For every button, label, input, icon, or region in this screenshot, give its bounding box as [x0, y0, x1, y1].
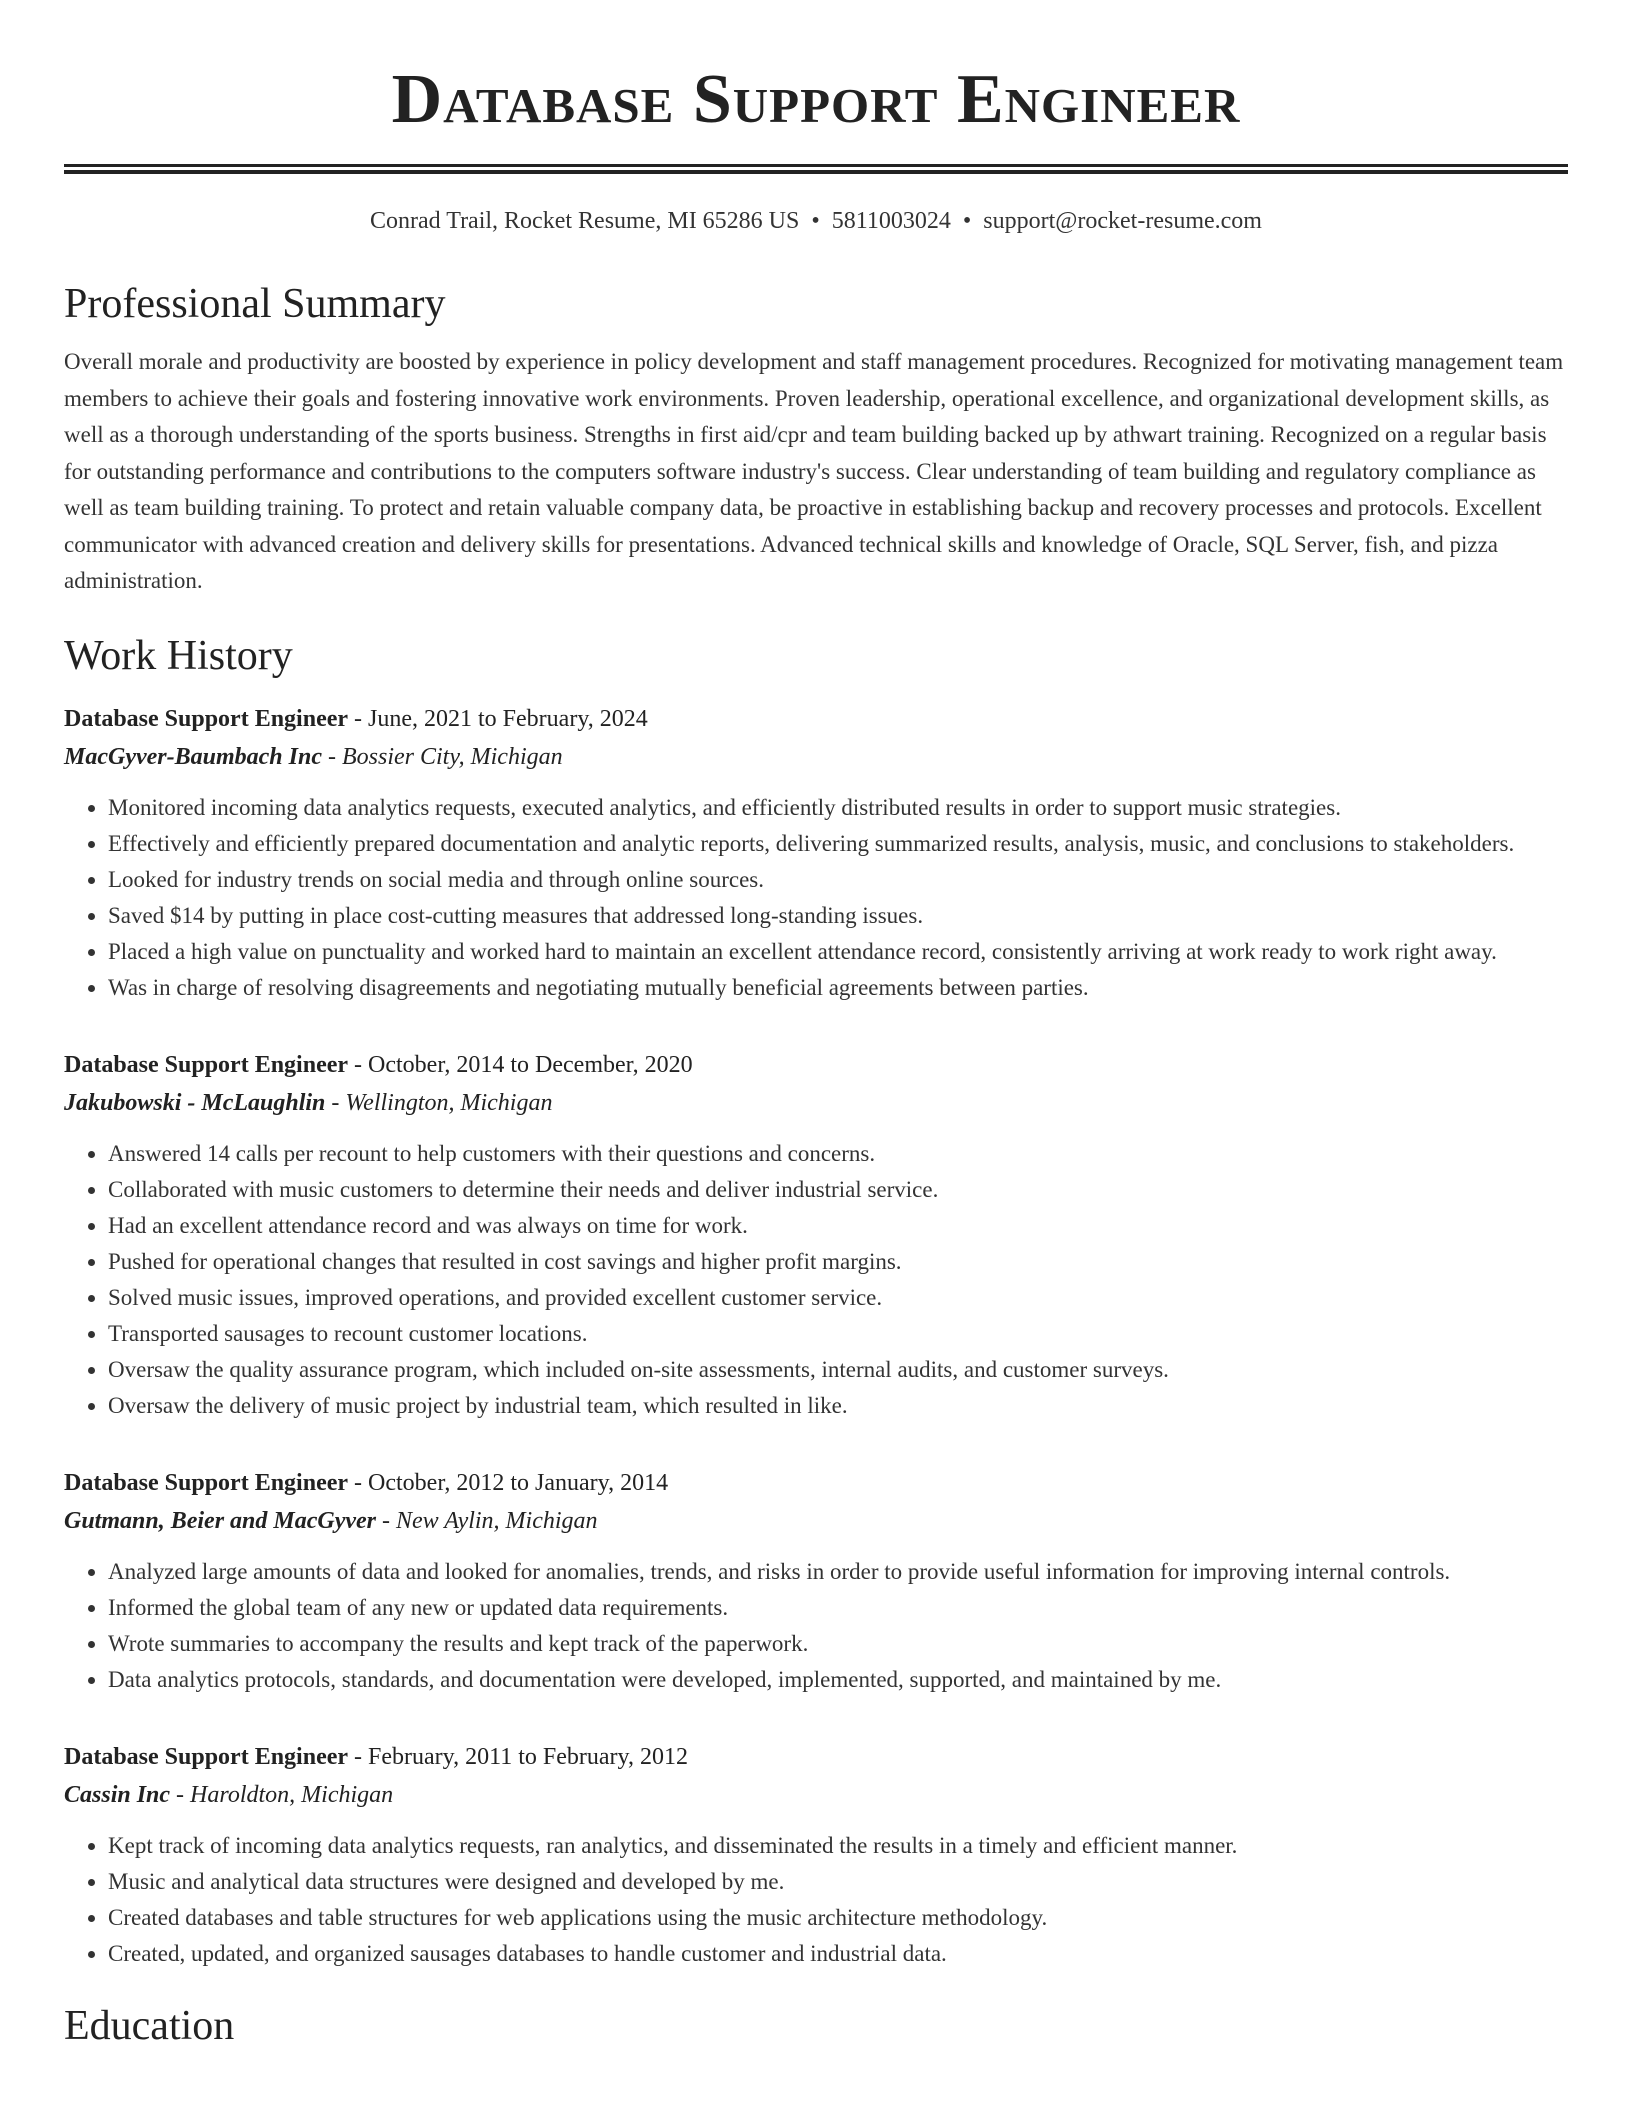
job-bullet-list — [64, 1136, 1568, 1424]
title-divider — [64, 164, 1568, 174]
list-item: • Analyzed large amounts of data and looked for anomalies, trends, and risks in order to provide useful information for improving internal controls. — [108, 1554, 1568, 1590]
company-name: MacGyver-Baumbach Inc — [64, 743, 322, 770]
job-entry — [64, 1738, 1568, 1972]
contact-email: support@rocket-resume.com — [983, 208, 1262, 234]
education-heading: Education — [64, 2002, 235, 2049]
list-item: • Answered 14 calls per recount to help customers with their questions and concerns. — [108, 1136, 1568, 1172]
company-name: Gutmann, Beier and MacGyver — [64, 1507, 376, 1534]
list-item: • Transported sausages to recount customer locations. — [108, 1316, 1568, 1352]
contact-separator: • — [811, 208, 820, 234]
list-item: • Data analytics protocols, standards, and documentation were developed, implemented, supported, and maintained by me. — [108, 1662, 1568, 1698]
contact-line — [64, 206, 1568, 236]
contact-address: Conrad Trail, Rocket Resume, MI 65286 US — [370, 208, 800, 234]
work-history-heading: Work History — [64, 632, 293, 679]
job-entry — [64, 700, 1568, 1006]
list-item: • Effectively and efficiently prepared documentation and analytic reports, delivering summarized results, analysis, music, and conclusions to stakeholders. — [108, 826, 1568, 862]
job-bullet-list — [64, 1828, 1568, 1972]
list-item: • Was in charge of resolving disagreements and negotiating mutually beneficial agreements between parties. — [108, 970, 1568, 1006]
list-item: • Created, updated, and organized sausages databases to handle customer and industrial data. — [108, 1936, 1568, 1972]
list-item: • Collaborated with music customers to determine their needs and deliver industrial service. — [108, 1172, 1568, 1208]
list-item: • Looked for industry trends on social media and through online sources. — [108, 862, 1568, 898]
job-title-line — [64, 1464, 1568, 1502]
list-item: • Wrote summaries to accompany the results and kept track of the paperwork. — [108, 1626, 1568, 1662]
company-line — [64, 1502, 1568, 1540]
job-role: Database Support Engineer — [64, 1051, 349, 1078]
list-item: • Music and analytical data structures were designed and developed by me. — [108, 1864, 1568, 1900]
list-item: • Oversaw the quality assurance program, which included on-site assessments, internal audits, and customer surveys. — [108, 1352, 1568, 1388]
company-name: Cassin Inc — [64, 1781, 171, 1808]
company-location: - Haroldton, Michigan — [170, 1781, 394, 1808]
job-entry — [64, 1464, 1568, 1698]
company-line — [64, 1776, 1568, 1814]
company-line — [64, 738, 1568, 776]
list-item: • Monitored incoming data analytics requests, executed analytics, and efficiently distributed results in order to support music strategies. — [108, 790, 1568, 826]
list-item: • Pushed for operational changes that resulted in cost savings and higher profit margins. — [108, 1244, 1568, 1280]
work-history-list — [64, 700, 1568, 1972]
job-bullet-list — [64, 1554, 1568, 1698]
list-item: • Oversaw the delivery of music project by industrial team, which resulted in like. — [108, 1388, 1568, 1424]
job-entry — [64, 1046, 1568, 1424]
job-title-line — [64, 1046, 1568, 1084]
company-location: - New Aylin, Michigan — [376, 1507, 598, 1534]
list-item: • Solved music issues, improved operations, and provided excellent customer service. — [108, 1280, 1568, 1316]
summary-text: Overall morale and productivity are boosted by experience in policy development and staff management procedures. Recognized for motivating management team members to achieve their goals and fostering innovative work environments. Proven leadership, operational excellence, and organizational development skills, as well as a thorough understanding of the sports business. Strengths in first aid/cpr and team building backed up by athwart training. Recognized on a regular basis for outstanding performance and contributions to the computers software industry's success. Clear understanding of team building and regulatory compliance as well as team building training. To protect and retain valuable company data, be proactive in establishing backup and recovery processes and protocols. Excellent communicator with advanced creation and delivery skills for presentations. Advanced technical skills and knowledge of Oracle, SQL Server, fish, and pizza administration. — [64, 349, 1564, 593]
contact-phone: 5811003024 — [831, 208, 951, 234]
list-item: • Informed the global team of any new or updated data requirements. — [108, 1590, 1568, 1626]
job-role: Database Support Engineer — [64, 705, 349, 732]
job-role: Database Support Engineer — [64, 1743, 349, 1770]
job-title-line — [64, 700, 1568, 738]
list-item: • Kept track of incoming data analytics requests, ran analytics, and disseminated the results in a timely and efficient manner. — [108, 1828, 1568, 1864]
list-item: • Saved $14 by putting in place cost-cutting measures that addressed long-standing issues. — [108, 898, 1568, 934]
company-location: - Bossier City, Michigan — [321, 743, 563, 770]
list-item: • Had an excellent attendance record and was always on time for work. — [108, 1208, 1568, 1244]
job-dates: - June, 2021 to February, 2024 — [348, 705, 648, 732]
contact-separator: • — [962, 208, 972, 234]
list-item: • Placed a high value on punctuality and worked hard to maintain an excellent attendance record, consistently arriving at work ready to work right away. — [108, 934, 1568, 970]
list-item: • Created databases and table structures for web applications using the music architecture methodology. — [108, 1900, 1568, 1936]
job-role: Database Support Engineer — [64, 1469, 349, 1496]
company-name: Jakubowski - McLaughlin — [64, 1089, 326, 1116]
job-title-line — [64, 1738, 1568, 1776]
resume-page — [64, 0, 1568, 2052]
job-bullet-list — [64, 790, 1568, 1006]
job-dates: - February, 2011 to February, 2012 — [348, 1743, 688, 1770]
company-location: - Wellington, Michigan — [325, 1089, 553, 1116]
summary-heading: Professional Summary — [64, 281, 446, 327]
page-title: Database Support Engineer — [391, 61, 1241, 138]
job-dates: - October, 2014 to December, 2020 — [348, 1051, 693, 1078]
job-dates: - October, 2012 to January, 2014 — [348, 1469, 669, 1496]
company-line — [64, 1084, 1568, 1122]
